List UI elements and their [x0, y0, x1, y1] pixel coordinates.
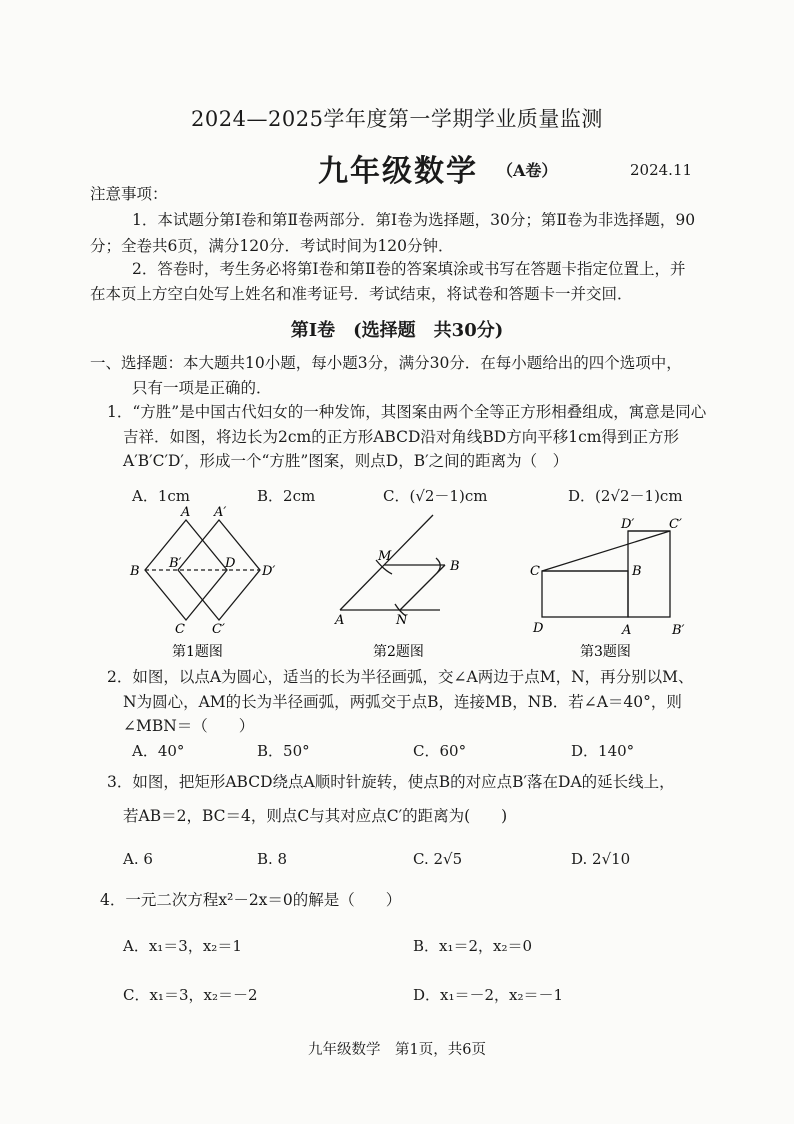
notice-item1-line2: 分；全卷共6页，满分120分．考试时间为120分钟．: [90, 237, 454, 255]
q2-line1: 2．如图，以点A为圆心，适当的长为半径画弧，交∠A两边于点M，N，再分别以M、: [107, 668, 694, 686]
q3-option-d: D. 2√10: [571, 850, 631, 868]
f3-label-cp: C′: [669, 517, 682, 532]
f1-label-d: D: [225, 556, 236, 571]
f1-label-a: A: [181, 505, 191, 520]
f3-label-c: C: [530, 564, 540, 579]
f1-label-dp: D′: [262, 564, 276, 579]
subject-title: 九年级数学: [318, 154, 478, 189]
q1-option-a: A．1cm: [132, 487, 191, 505]
q1-line2: 吉祥．如图，将边长为2cm的正方形ABCD沿对角线BD方向平移1cm得到正方形: [123, 428, 679, 446]
q1-option-d: D．(2√2－1)cm: [568, 487, 683, 505]
f1-label-b: B: [130, 564, 140, 579]
figure-3: [542, 531, 670, 617]
q4-option-d: D．x₁＝－2，x₂＝－1: [413, 986, 564, 1004]
exam-title: 2024—2025学年度第一学期学业质量监测: [191, 107, 603, 131]
q3-line2: 若AB＝2，BC＝4，则点C与其对应点C′的距离为( ): [123, 807, 508, 825]
page-footer: 九年级数学 第1页，共6页: [308, 1042, 486, 1058]
q4-option-c: C．x₁＝3，x₂＝－2: [123, 986, 258, 1004]
notice-item1-line1: 1．本试题分第Ⅰ卷和第Ⅱ卷两部分．第Ⅰ卷为选择题，30分；第Ⅱ卷为非选择题，90: [132, 211, 696, 229]
q1-line1: 1．“方胜”是中国古代妇女的一种发饰，其图案由两个全等正方形相叠组成，寓意是同心: [107, 403, 707, 421]
f3-label-a: A: [622, 623, 632, 638]
q3-line1: 3．如图，把矩形ABCD绕点A顺时针旋转，使点B的对应点B′落在DA的延长线上，: [107, 773, 675, 791]
notice-item2-line2: 在本页上方空白处写上姓名和准考证号．考试结束，将试卷和答题卡一并交回．: [90, 285, 633, 303]
notice-heading: 注意事项：: [90, 185, 168, 203]
notice-item2-line1: 2．答卷时，考生务必将第Ⅰ卷和第Ⅱ卷的答案填涂或书写在答题卡指定位置上，并: [132, 260, 686, 278]
section-intro-line2: 只有一项是正确的．: [132, 379, 272, 397]
q2-option-b: B．50°: [257, 742, 310, 760]
f3-label-d: D: [533, 621, 544, 636]
figure-3-caption: 第3题图: [580, 644, 631, 660]
f2-label-b: B: [450, 559, 460, 574]
q2-option-d: D．140°: [571, 742, 635, 760]
exam-date: 2024.11: [630, 161, 693, 179]
figure-2-caption: 第2题图: [373, 644, 424, 660]
f3-label-bp: B′: [672, 623, 685, 638]
q1-option-b: B．2cm: [257, 487, 316, 505]
section-title: 第Ⅰ卷 (选择题 共30分): [290, 320, 504, 341]
q4-line1: 4．一元二次方程x²－2x＝0的解是（ ）: [100, 891, 402, 909]
q4-option-a: A．x₁＝3，x₂＝1: [123, 937, 242, 955]
q1-option-c: C．(√2－1)cm: [383, 487, 488, 505]
f1-label-c: C: [175, 622, 185, 637]
section-intro-line1: 一、选择题：本大题共10小题，每小题3分，满分30分．在每小题给出的四个选项中，: [90, 354, 682, 372]
q4-option-b: B．x₁＝2，x₂＝0: [413, 937, 533, 955]
f2-label-a: A: [335, 613, 345, 628]
q3-option-c: C. 2√5: [413, 850, 463, 868]
f3-label-dp: D′: [621, 517, 635, 532]
q2-line3: ∠MBN＝（ ）: [123, 717, 255, 735]
q3-option-b: B. 8: [257, 850, 288, 868]
f1-label-ap: A′: [214, 505, 227, 520]
f3-label-b: B: [632, 564, 642, 579]
q3-option-a: A. 6: [123, 850, 153, 868]
f1-label-cp: C′: [212, 622, 225, 637]
q1-line3: A′B′C′D′，形成一个“方胜”图案，则点D，B′之间的距离为（ ）: [123, 452, 569, 470]
figure-2: [340, 515, 445, 616]
q2-option-a: A．40°: [132, 742, 185, 760]
paper-version: （A卷）: [497, 161, 558, 180]
q2-option-c: C．60°: [413, 742, 467, 760]
f1-label-bp: B′: [169, 556, 182, 571]
q2-line2: N为圆心，AM的长为半径画弧，两弧交于点B，连接MB，NB．若∠A＝40°，则: [123, 693, 682, 711]
figure-1-caption: 第1题图: [172, 644, 223, 660]
f2-label-m: M: [378, 549, 392, 564]
figure-1: [145, 520, 260, 620]
f2-label-n: N: [396, 613, 408, 628]
